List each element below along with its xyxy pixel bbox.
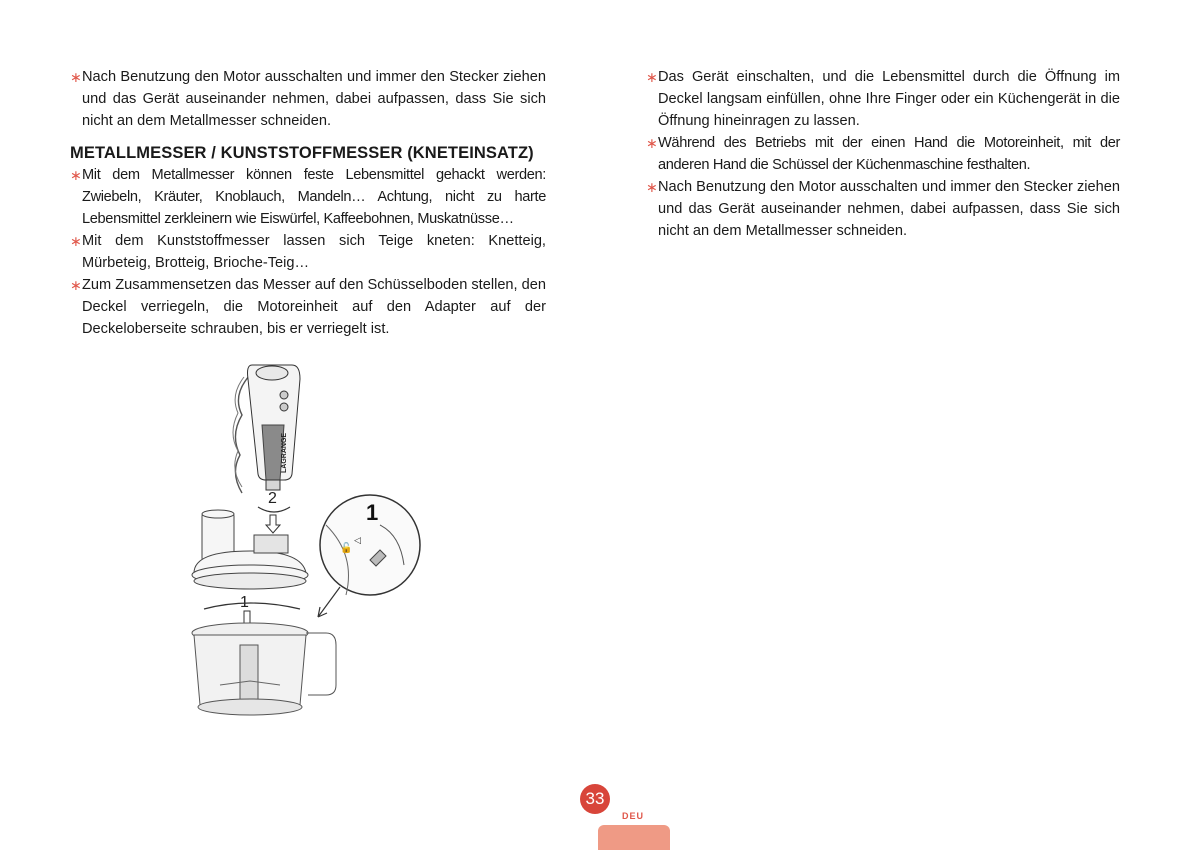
pointer-arrow-icon [318, 587, 340, 617]
svg-text:🔓: 🔓 [340, 543, 353, 554]
right-column [646, 66, 1120, 242]
motor-unit [233, 365, 300, 493]
down-arrow-icon [266, 515, 280, 533]
bullet-item: ∗ Mit dem Metallmesser können feste Lebensmittel gehackt werden: Zwiebeln, Kräuter, Knoblauch, Mandeln… Achtung, nicht zu harte Lebensmittel zerkleinern wie Eiswürfel, Kaffeebohnen, Muskatnüsse… [70, 164, 546, 230]
detail-step-label: 1 [366, 500, 379, 525]
bullet-star-icon: ∗ [646, 179, 658, 195]
section-heading: METALLMESSER / KUNSTSTOFFMESSER (KNETEINSATZ) [70, 144, 534, 162]
bullet-intro: ∗ Nach Benutzung den Motor ausschalten und immer den Stecker ziehen und das Gerät auseinander nehmen, dabei aufpassen, dass Sie sich nicht an dem Metallmesser schneiden. [70, 66, 546, 132]
bullet-star-icon: ∗ [70, 233, 82, 249]
bullet-item: ∗ Zum Zusammensetzen das Messer auf den Schüsselboden stellen, den Deckel verriegeln, die Motoreinheit auf den Adapter auf der Deckeloberseite schrauben, bis er verriegelt ist. [70, 274, 546, 340]
left-column [70, 66, 546, 340]
page-number-badge: 33 [580, 784, 610, 814]
bullet-item: ∗ Nach Benutzung den Motor ausschalten und immer den Stecker ziehen und das Gerät auseinander nehmen, dabei aufpassen, dass Sie sich nicht an dem Metallmesser schneiden. [646, 176, 1120, 242]
bullet-star-icon: ∗ [646, 69, 658, 85]
bullet-star-icon: ∗ [70, 69, 82, 85]
bowl [192, 623, 336, 715]
svg-text:◁: ◁ [354, 536, 361, 546]
page-tab [598, 825, 670, 850]
bullet-item: ∗ Mit dem Kunststoffmesser lassen sich Teige kneten: Knetteig, Mürbeteig, Brotteig, Brioche-Teig… [70, 230, 546, 274]
bullet-star-icon: ∗ [646, 135, 658, 151]
step-2-label: 2 [268, 490, 277, 507]
step-1-label: 1 [240, 594, 249, 611]
bullet-star-icon: ∗ [70, 167, 82, 183]
language-label: DEU [622, 811, 645, 821]
rotate-arrow-icon [258, 507, 290, 512]
bullet-item: ∗ Während des Betriebs mit der einen Hand die Motoreinheit, mit der anderen Hand die Schüssel der Küchenmaschine festhalten. [646, 132, 1120, 176]
rotate-arrow-icon [204, 603, 300, 609]
lid [192, 510, 308, 589]
bullet-item: ∗ Das Gerät einschalten, und die Lebensmittel durch die Öffnung im Deckel langsam einfüllen, ohne Ihre Finger oder ein Küchengerät in die Öffnung hineinragen zu lassen. [646, 66, 1120, 132]
bullet-star-icon: ∗ [70, 277, 82, 293]
assembly-illustration [190, 355, 430, 725]
brand-label: LAGRANGE [281, 432, 288, 473]
